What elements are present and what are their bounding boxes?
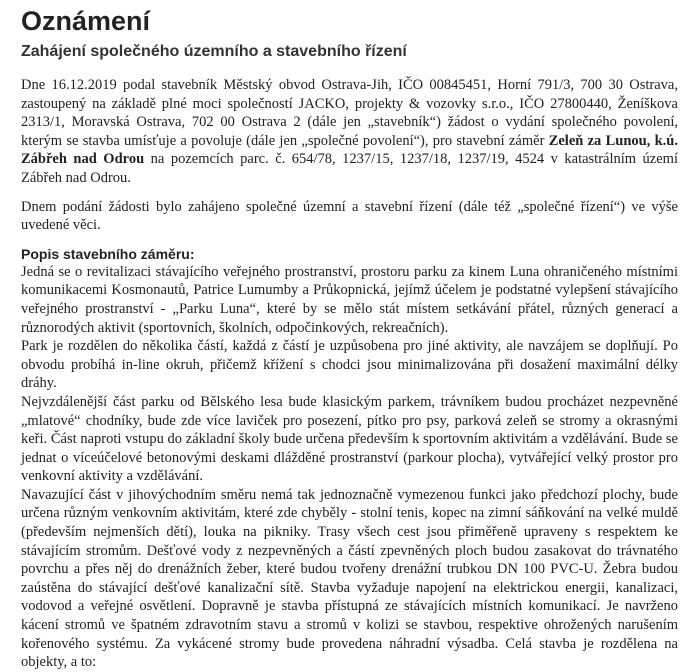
description-paragraph: Jedná se o revitalizaci stávajícího veřejného prostranství, prostoru parku za kinem Luna ohraničeného místními komunikacemi Kosmonautů, Patrice Lumumby a Průkopnická, jejímž účelem je podstatné vylepšení stávajícího veřejného prostranství - „Parku Luna“, které by se mělo stát místem setkávání přátel, různých generací a různorodých aktivit (sportovních, školních, odpočinkových, rekreačních). [21, 263, 678, 336]
notice-heading: Oznámení [21, 6, 151, 36]
intro-text: Dne 16.12.2019 podal stavebník Městský obvod Ostrava-Jih, IČO 00845451, Horní 791/3, 700 30 Ostrava, zastoupený na základě plné moci společností JACKO, projekty & vozovky s.r.o., IČO 27800440, Ženíškova 2313/1, Moravská Ostrava, 702 00 Ostrava 2 (dále jen „stavebník“) žádost o vydání společného povolení, kterým se stavba umísťuje a povoluje (dále jen „společné povolení“), pro stavební záměr [21, 77, 678, 149]
description-paragraph: Nejvzdálenější část parku od Bělského lesa bude klasickým parkem, trávníkem budou procházet nezpevněné „mlatové“ chodníky, bude zde více laviček pro posezení, pítko pro psy, parková zeleň se stromy a okrasnými keři. Část naproti vstupu do základní školy bude určena především k sportovním aktivitám a vzdělávání. Bude se jednat o víceúčelové betonovými deskami dlážděné prostranství (parkour plocha), vytvářející velký prostor pro venkovní aktivity a vzdělávání. [21, 393, 678, 485]
intro-paragraph [21, 76, 678, 188]
project-description [21, 245, 678, 672]
description-title: Popis stavebního záměru: [21, 245, 195, 262]
description-paragraph: Navazující část v jihovýchodním směru nemá tak jednoznačně vymezenou funkci jako předchozí plochy, bude určena různým venkovním aktivitám, které zde chyběly - stolní tenis, kopec na zimní sáňkování na velké muldě (především nejmenších dětí), louka na pikniky. Trasy všech cest jsou přiměřeně upraveny s respektem ke stávajícím stromům. Dešťové vody z nezpevněných a částí zpevněných ploch budou zasakovat do trávnatého povrchu a přes něj do drenážních žeber, které budou tvořeny drenážní trubkou DN 100 PVC-U. Žebra budou zaústěna do stávající dešťové kanalizační sítě. Stavba vyžaduje napojení na elektrickou energii, kanalizaci, vodovod a veřejné osvětlení. Dopravně je stavba přístupná ze stávajících místních komunikací. Je navrženo kácení stromů ve špatném zdravotním stavu a stromů v kolizi se stavbou, respektive ohrožených narušením kořenového systému. Za vykácené stromy bude provedena náhradní výsadba. Celá stavba je rozdělena na objekty, a to: [21, 486, 678, 671]
project-name: Zeleň za Lunou, k.ú. Zábřeh nad Odrou [21, 132, 678, 168]
intro-text-end: na pozemcích parc. č. 654/78, 1237/15, 1237/18, 1237/19, 4524 v katastrálním území Zábřeh nad Odrou. [21, 151, 678, 186]
start-note-paragraph: Dnem podání žádosti bylo zahájeno společné územní a stavební řízení (dále též „společné řízení“) ve výše uvedené věci. [21, 198, 678, 234]
description-paragraph: Park je rozdělen do několika částí, každá z částí je uzpůsobena pro jiné aktivity, ale navzájem se doplňují. Po obvodu probíhá in-line okruh, přičemž křížení s chodci jsou minimalizována při dosažení maximální délky dráhy. [21, 338, 678, 392]
notice-subheading: Zahájení společného územního a stavebního řízení [21, 43, 407, 60]
